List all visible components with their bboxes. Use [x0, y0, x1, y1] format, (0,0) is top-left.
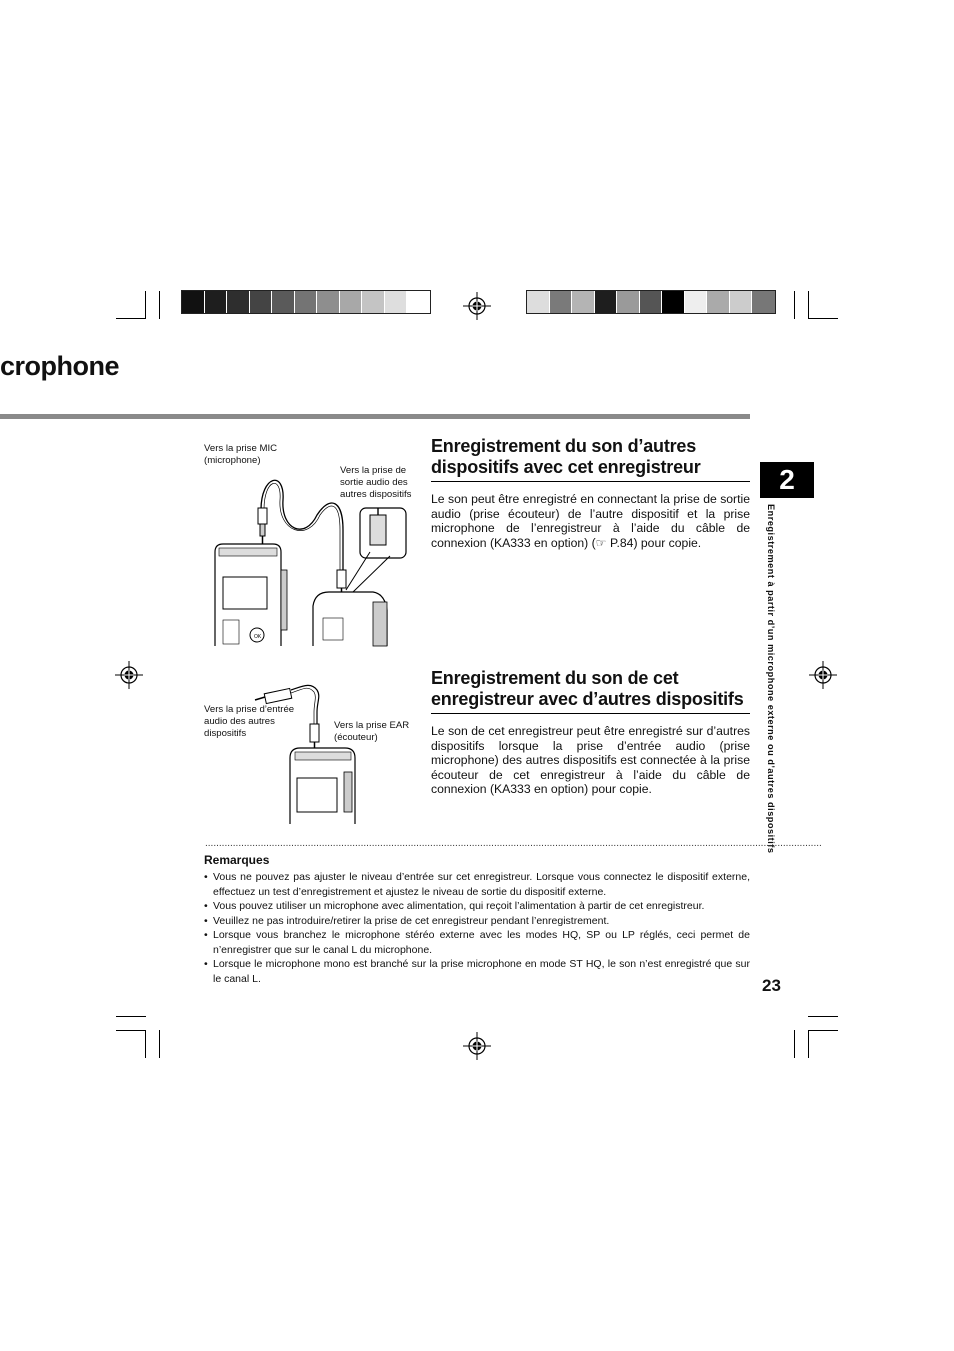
calibration-swatch	[250, 291, 273, 313]
calibration-swatch	[595, 291, 618, 313]
calibration-swatch	[527, 291, 550, 313]
calibration-swatch	[752, 291, 775, 313]
calibration-swatch	[227, 291, 250, 313]
crop-mark	[808, 291, 809, 319]
crop-mark	[794, 291, 795, 319]
crop-mark	[808, 1016, 838, 1017]
section1-body: Le son peut être enregistré en connectant la prise de sortie audio (prise écouteur) de l’autre dispositif et la prise microphone de l’enregistreur à l’aide du câble de connexion (KA333 en option) (☞ P.84) pour copie.	[431, 492, 750, 550]
calibration-swatch	[407, 291, 430, 313]
list-item: • Lorsque le microphone mono est branché sur la prise microphone en mode ST HQ, le son n’est enregistré que sur le canal L.	[204, 958, 750, 985]
crop-mark	[808, 318, 838, 319]
dotted-separator: ..............................................................................................................................................................................................................................	[205, 838, 822, 849]
calibration-swatch	[205, 291, 228, 313]
side-label: Enregistrement à partir d’un microphone externe ou d’autres dispositifs	[766, 504, 776, 854]
remarks-list	[204, 870, 750, 986]
label-mic-jack: Vers la prise MIC (microphone)	[204, 443, 278, 466]
crop-mark	[116, 318, 146, 319]
section2-body: Le son de cet enregistreur peut être enregistré sur d’autres dispositifs lorsque la prise d’entrée audio (prise microphone) des autres dispositifs est connectée à la prise écouteur de cet enregistreur à l’aide du câble de connexion (KA333 en option) pour copie.	[431, 724, 750, 797]
calibration-swatch	[385, 291, 408, 313]
crop-mark	[145, 1030, 146, 1058]
calibration-swatch	[707, 291, 730, 313]
list-item: • Vous pouvez utiliser un microphone avec alimentation, qui reçoit l’alimentation à partir de cet enregistreur.	[204, 900, 705, 912]
section2-heading: Enregistrement du son de cet enregistreur avec d’autres dispositifs	[431, 668, 750, 714]
remarks-title: Remarques	[204, 853, 270, 867]
chapter-number: 2	[760, 462, 814, 498]
calibration-bar-right	[526, 290, 776, 314]
calibration-swatch	[182, 291, 205, 313]
calibration-swatch	[617, 291, 640, 313]
crop-mark	[159, 291, 160, 319]
label-audio-input: Vers la prise d’entrée audio des autres dispositifs	[204, 704, 295, 739]
crop-mark	[116, 1030, 146, 1031]
calibration-swatch	[362, 291, 385, 313]
list-item: • Vous ne pouvez pas ajuster le niveau d’entrée sur cet enregistreur. Lorsque vous connectez le dispositif externe, effectuez un test d’enregistrement et ajustez le niveau de sortie du dispositif externe.	[204, 871, 750, 898]
title-rule	[0, 414, 750, 419]
calibration-swatch	[317, 291, 340, 313]
calibration-swatch	[272, 291, 295, 313]
crop-mark	[808, 1030, 809, 1058]
page-number: 23	[762, 976, 781, 995]
calibration-swatch	[550, 291, 573, 313]
list-item: • Veuillez ne pas introduire/retirer la prise de cet enregistreur pendant l’enregistrement.	[204, 914, 610, 927]
crop-mark	[808, 1030, 838, 1031]
registration-mark-icon	[809, 661, 837, 689]
calibration-swatch	[340, 291, 363, 313]
registration-mark-icon	[115, 661, 143, 689]
section1-heading: Enregistrement du son d’autres dispositifs avec cet enregistreur	[431, 436, 750, 482]
calibration-bar-left	[181, 290, 431, 314]
label-ear-jack: Vers la prise EAR (écouteur)	[334, 720, 410, 743]
registration-mark-icon	[463, 1032, 491, 1060]
calibration-swatch	[662, 291, 685, 313]
crop-mark	[116, 1016, 146, 1017]
svg-text:OK: OK	[254, 634, 262, 640]
calibration-swatch	[295, 291, 318, 313]
registration-mark-icon	[463, 292, 491, 320]
crop-mark	[794, 1030, 795, 1058]
crop-mark	[145, 291, 146, 319]
calibration-swatch	[640, 291, 663, 313]
crop-mark	[159, 1030, 160, 1058]
page-title: crophone	[0, 351, 120, 381]
label-audio-output: Vers la prise de sortie audio des autres dispositifs	[340, 465, 412, 500]
list-item: • Lorsque vous branchez le microphone stéréo externe avec les modes HQ, SP ou LP réglés, ceci permet de n’enregistrer que sur le canal L du microphone.	[204, 929, 750, 956]
calibration-swatch	[572, 291, 595, 313]
calibration-swatch	[730, 291, 753, 313]
recorder-connection-illustration-2	[255, 672, 365, 824]
calibration-swatch	[685, 291, 708, 313]
